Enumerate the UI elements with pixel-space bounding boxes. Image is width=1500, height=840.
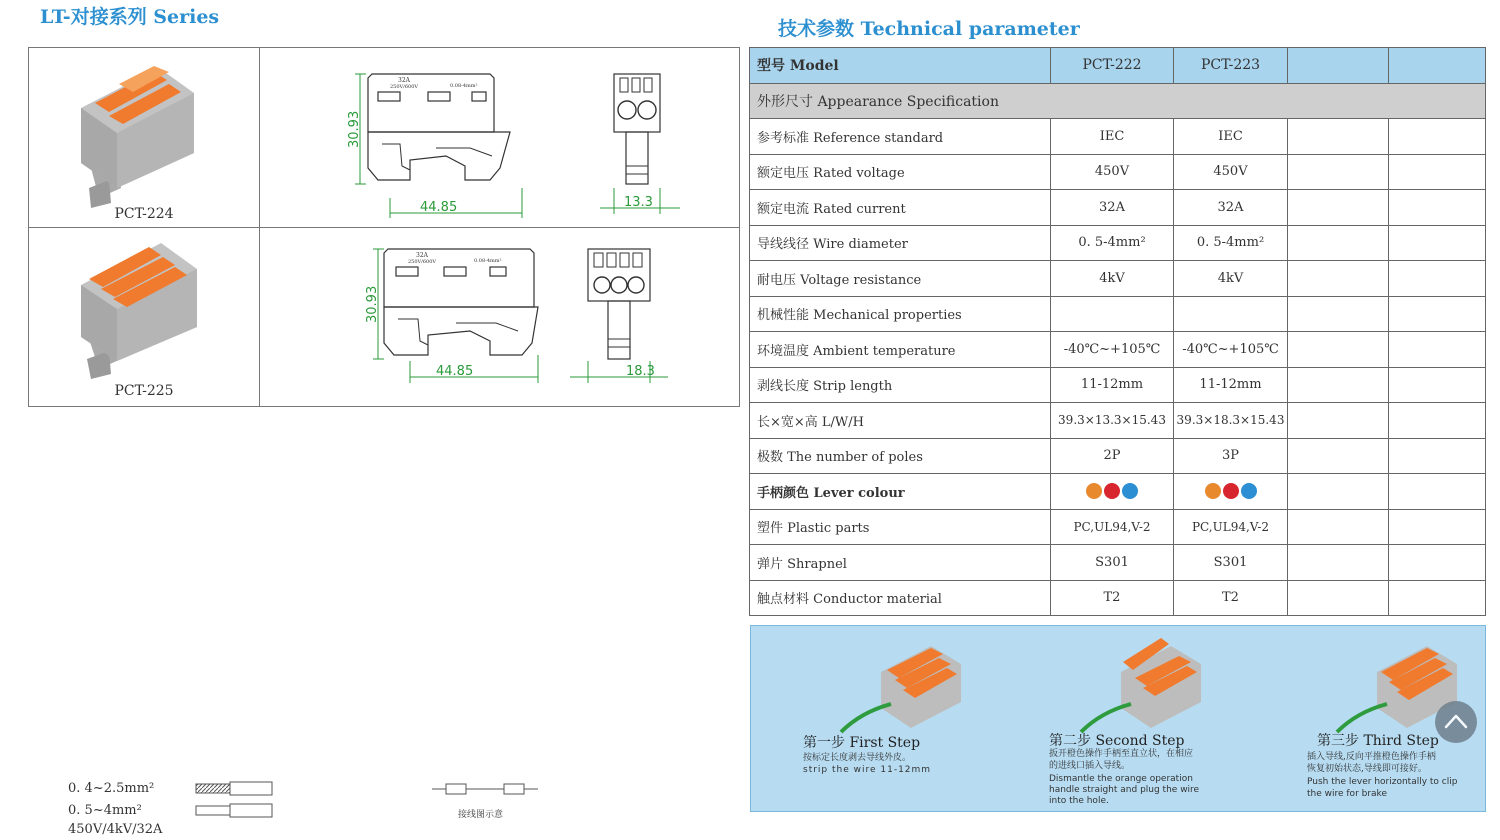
table-cell: 2P bbox=[1051, 438, 1174, 474]
table-cell bbox=[1389, 545, 1486, 581]
technical-drawing bbox=[260, 227, 739, 406]
table-cell: 11-12mm bbox=[1174, 367, 1288, 403]
section-label: 外形尺寸 Appearance Specification bbox=[750, 83, 1486, 119]
table-cell: 450V bbox=[1051, 154, 1174, 190]
product-image-cell bbox=[29, 227, 260, 406]
row-label: 机械性能 Mechanical properties bbox=[750, 296, 1051, 332]
table-cell bbox=[1288, 332, 1389, 368]
row-label: 长×宽×高 L/W/H bbox=[750, 403, 1051, 439]
table-row bbox=[750, 438, 1486, 474]
wire-spec: 0. 4~2.5mm² bbox=[68, 781, 155, 796]
table-header-cell: PCT-223 bbox=[1174, 48, 1288, 84]
table-cell: PC,UL94,V-2 bbox=[1051, 509, 1174, 545]
table-header-row bbox=[750, 48, 1486, 84]
step-cn-text: 的进线口插入导线。 bbox=[1049, 761, 1131, 771]
wiring-diagram-icon bbox=[432, 780, 538, 800]
step-title: 第二步 Second Step bbox=[1049, 733, 1185, 749]
product-row-2 bbox=[29, 227, 739, 406]
row-label: 手柄颜色 Lever colour bbox=[750, 474, 1051, 510]
table-row bbox=[750, 296, 1486, 332]
table-cell bbox=[1389, 296, 1486, 332]
width-dimension: 44.85 bbox=[436, 364, 474, 379]
table-cell: 32A bbox=[1174, 190, 1288, 226]
table-cell: S301 bbox=[1174, 545, 1288, 581]
row-label: 塑件 Plastic parts bbox=[750, 509, 1051, 545]
table-cell: 4kV bbox=[1051, 261, 1174, 297]
lever-colour-dots bbox=[1205, 483, 1257, 499]
step-2-illustration bbox=[1061, 632, 1261, 742]
lever-colour-dots bbox=[1086, 483, 1138, 499]
table-row bbox=[750, 509, 1486, 545]
row-label: 额定电压 Rated voltage bbox=[750, 154, 1051, 190]
wire-spec: 0. 5~4mm² bbox=[68, 803, 142, 818]
step-cn-text: 插入导线,反向平推橙色操作手柄 bbox=[1307, 752, 1436, 762]
table-cell bbox=[1288, 119, 1389, 155]
parameter-table bbox=[749, 47, 1486, 616]
table-cell: S301 bbox=[1051, 545, 1174, 581]
width-dimension: 44.85 bbox=[420, 200, 458, 215]
wiring-diagram-label: 接线图示意 bbox=[458, 810, 504, 820]
drawing-label: 0.08-4mm² bbox=[474, 258, 502, 264]
params-title: 技术参数 Technical parameter bbox=[778, 18, 1080, 40]
step-cn-text: 扳开橙色操作手柄至直立状，在相应 bbox=[1049, 749, 1194, 759]
row-label: 弹片 Shrapnel bbox=[750, 545, 1051, 581]
lever-colour-dot bbox=[1122, 483, 1138, 499]
table-cell: 0. 5-4mm² bbox=[1051, 225, 1174, 261]
table-cell: 11-12mm bbox=[1051, 367, 1174, 403]
step-en-text: into the hole. bbox=[1049, 796, 1109, 806]
table-cell bbox=[1288, 509, 1389, 545]
drawing-label: 250V/600V bbox=[408, 259, 436, 265]
table-cell bbox=[1288, 261, 1389, 297]
drawing-label: 250V/600V bbox=[390, 84, 418, 90]
wire-spec: 450V/4kV/32A bbox=[68, 822, 163, 837]
step-2 bbox=[1041, 626, 1281, 811]
drawing-label: 32A bbox=[416, 252, 428, 259]
product-row-1 bbox=[29, 48, 739, 228]
table-cell bbox=[1389, 367, 1486, 403]
table-cell: 32A bbox=[1051, 190, 1174, 226]
table-cell: 39.3×18.3×15.43 bbox=[1174, 403, 1288, 439]
step-en-text: handle straight and plug the wire bbox=[1049, 785, 1200, 795]
table-row bbox=[750, 580, 1486, 616]
product-image-cell bbox=[29, 48, 260, 227]
lever-colour-dot bbox=[1086, 483, 1102, 499]
table-cell bbox=[1174, 296, 1288, 332]
table-cell bbox=[1389, 119, 1486, 155]
table-header-cell bbox=[1389, 48, 1486, 84]
table-cell: -40℃~+105℃ bbox=[1174, 332, 1288, 368]
table-cell: 0. 5-4mm² bbox=[1174, 225, 1288, 261]
table-row bbox=[750, 332, 1486, 368]
table-header-cell bbox=[1288, 48, 1389, 84]
table-cell bbox=[1288, 403, 1389, 439]
height-dimension: 30.93 bbox=[365, 285, 380, 323]
drawing-label: 32A bbox=[398, 77, 410, 84]
table-cell bbox=[1389, 438, 1486, 474]
row-label: 导线线径 Wire diameter bbox=[750, 225, 1051, 261]
height-dimension: 30.93 bbox=[347, 110, 362, 148]
step-en-text: strip the wire 11-12mm bbox=[803, 765, 932, 775]
product-box bbox=[28, 47, 740, 407]
step-title: 第一步 First Step bbox=[803, 735, 921, 751]
depth-dimension: 13.3 bbox=[624, 195, 653, 210]
connector-2p-image bbox=[29, 48, 259, 227]
table-row bbox=[750, 403, 1486, 439]
table-cell bbox=[1389, 261, 1486, 297]
lever-colour-dot bbox=[1205, 483, 1221, 499]
table-cell: IEC bbox=[1174, 119, 1288, 155]
table-cell bbox=[1051, 296, 1174, 332]
table-cell bbox=[1288, 154, 1389, 190]
step-en-text: the wire for brake bbox=[1307, 789, 1387, 799]
product-name: PCT-225 bbox=[114, 383, 174, 399]
technical-drawing bbox=[260, 48, 739, 227]
row-label: 额定电流 Rated current bbox=[750, 190, 1051, 226]
series-title: LT-对接系列 Series bbox=[40, 6, 220, 28]
step-en-text: Push the lever horizontally to clip bbox=[1307, 777, 1458, 787]
table-cell: PC,UL94,V-2 bbox=[1174, 509, 1288, 545]
table-cell: -40℃~+105℃ bbox=[1051, 332, 1174, 368]
dimension-drawing-3p bbox=[260, 227, 739, 406]
row-label: 极数 The number of poles bbox=[750, 438, 1051, 474]
step-en-text: Dismantle the orange operation bbox=[1049, 774, 1193, 784]
table-row bbox=[750, 367, 1486, 403]
table-cell bbox=[1288, 438, 1389, 474]
table-cell: 4kV bbox=[1174, 261, 1288, 297]
table-cell: 39.3×13.3×15.43 bbox=[1051, 403, 1174, 439]
installation-steps-panel bbox=[750, 625, 1486, 812]
table-row bbox=[750, 154, 1486, 190]
lever-colour-cell bbox=[1051, 474, 1174, 510]
row-label: 触点材料 Conductor material bbox=[750, 580, 1051, 616]
table-cell bbox=[1389, 403, 1486, 439]
table-cell bbox=[1288, 367, 1389, 403]
table-section-row bbox=[750, 83, 1486, 119]
table-cell: 3P bbox=[1174, 438, 1288, 474]
table-cell bbox=[1389, 332, 1486, 368]
table-row bbox=[750, 225, 1486, 261]
drawing-label: 0.08-4mm² bbox=[450, 83, 478, 89]
table-cell bbox=[1288, 545, 1389, 581]
table-row bbox=[750, 545, 1486, 581]
lever-colour-cell bbox=[1174, 474, 1288, 510]
connector-3p-image bbox=[29, 227, 259, 406]
product-name: PCT-224 bbox=[114, 206, 174, 222]
row-label: 环境温度 Ambient temperature bbox=[750, 332, 1051, 368]
lever-colour-dot bbox=[1241, 483, 1257, 499]
table-cell bbox=[1389, 509, 1486, 545]
table-cell bbox=[1288, 474, 1389, 510]
table-cell bbox=[1389, 190, 1486, 226]
table-cell bbox=[1389, 580, 1486, 616]
table-cell: T2 bbox=[1051, 580, 1174, 616]
step-cn-text: 按标定长度剥去导线外皮。 bbox=[803, 753, 912, 763]
table-cell bbox=[1389, 225, 1486, 261]
step-1 bbox=[791, 626, 1031, 811]
table-row bbox=[750, 261, 1486, 297]
table-row bbox=[750, 190, 1486, 226]
table-row bbox=[750, 474, 1486, 510]
table-header-cell: PCT-222 bbox=[1051, 48, 1174, 84]
depth-dimension: 18.3 bbox=[626, 364, 655, 379]
dimension-drawing-2p bbox=[260, 48, 739, 227]
chevron-up-icon bbox=[1435, 701, 1477, 743]
table-cell bbox=[1288, 190, 1389, 226]
row-label: 剥线长度 Strip length bbox=[750, 367, 1051, 403]
lever-colour-dot bbox=[1223, 483, 1239, 499]
step-title: 第三步 Third Step bbox=[1317, 733, 1439, 749]
step-cn-text: 恢复初始状态,导线即可接好。 bbox=[1307, 764, 1427, 774]
scroll-to-top-button[interactable] bbox=[1435, 701, 1477, 743]
table-cell bbox=[1288, 225, 1389, 261]
table-cell bbox=[1288, 580, 1389, 616]
table-cell bbox=[1389, 154, 1486, 190]
table-cell: T2 bbox=[1174, 580, 1288, 616]
table-cell bbox=[1288, 296, 1389, 332]
row-label: 参考标准 Reference standard bbox=[750, 119, 1051, 155]
table-header-label: 型号 Model bbox=[750, 48, 1051, 84]
table-row bbox=[750, 119, 1486, 155]
table-cell: IEC bbox=[1051, 119, 1174, 155]
table-cell bbox=[1389, 474, 1486, 510]
step-1-illustration bbox=[831, 632, 1031, 742]
wire-icons bbox=[194, 780, 278, 820]
row-label: 耐电压 Voltage resistance bbox=[750, 261, 1051, 297]
table-cell: 450V bbox=[1174, 154, 1288, 190]
lever-colour-dot bbox=[1104, 483, 1120, 499]
